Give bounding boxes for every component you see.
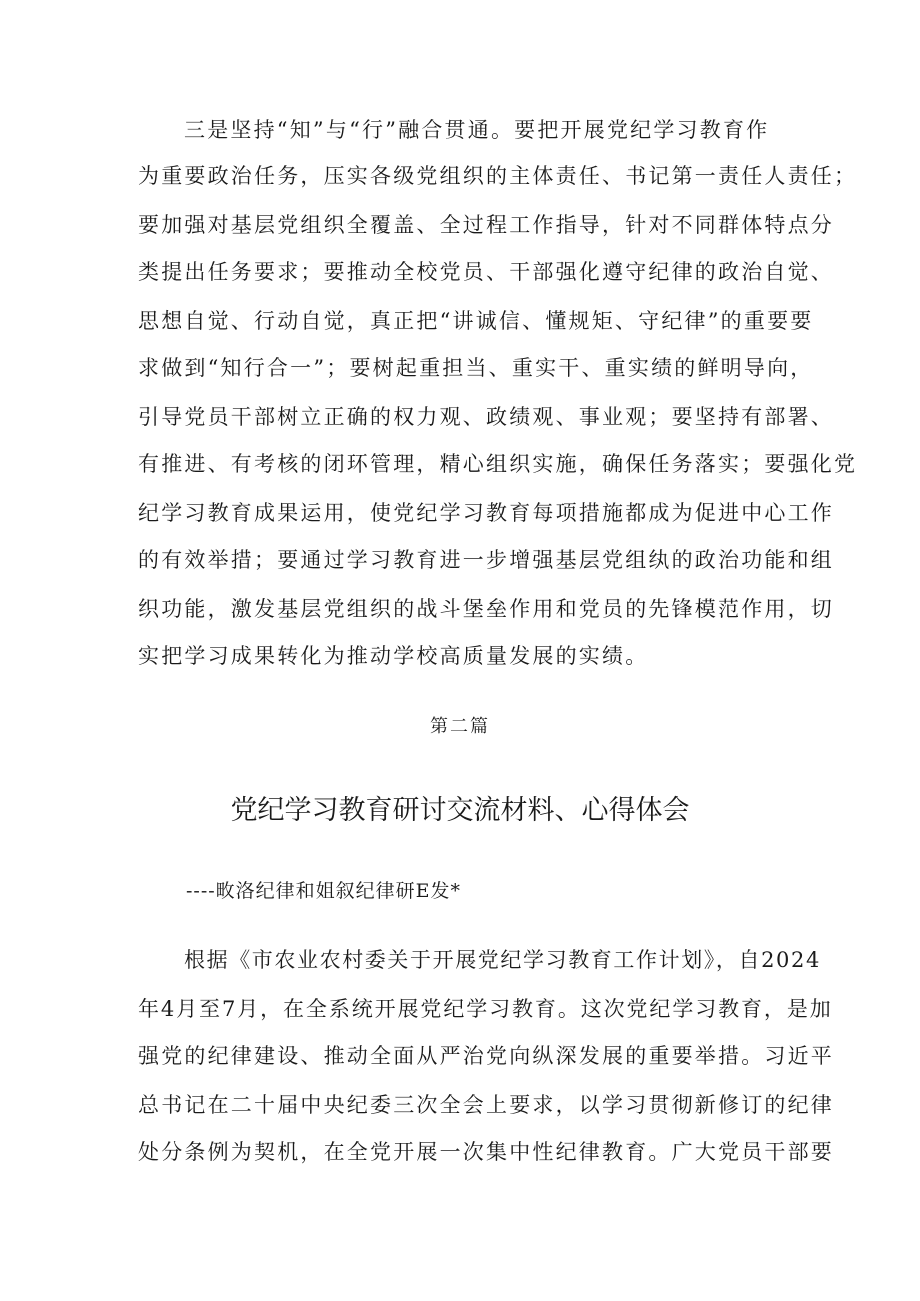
paragraph-line: 要加强对基层党组织全覆盖、全过程工作指导，针对不同群体特点分 [138,213,834,237]
subtitle: ----畋洛纪律和姐叙纪律研E发* [186,880,462,902]
paragraph-line: 引导党员干部树立正确的权力观、政绩观、事业观；要坚持有部署、 [138,405,834,429]
paragraph-line: 总书记在二十届中央纪委三次全会上要求，以学习贯彻新修订的纪律 [138,1093,834,1117]
paragraph-line: 的有效举措；要通过学习教育进一步增强基层党组纨的政治功能和组 [138,548,834,572]
section-label: 第二篇 [430,716,490,737]
paragraph-line: 处分条例为契机，在全党开展一次集中性纪律教育。广大党员干部要 [138,1140,834,1164]
paragraph-line: 为重要政治任务，压实各级党组织的主体责任、书记第一责任人责任； [138,164,858,188]
paragraph-line: 织功能，激发基层党组织的战斗堡垒作用和党员的先锋模范作用，切 [138,597,834,621]
paragraph-line: 强党的纪律建设、推动全面从严治党向纵深发展的重要举措。习近平 [138,1044,834,1068]
paragraph-line: 根据《市农业农村委关于开展党纪学习教育工作计划》，自2024 [184,948,821,972]
paragraph-line: 求做到“知行合一”；要树起重担当、重实干、重实绩的鲜明导向， [138,356,814,380]
page-title: 党纪学习教育研讨交流材料、心得体会 [230,795,690,826]
paragraph-line: 实把学习成果转化为推动学校高质量发展的实绩。 [138,644,649,668]
paragraph-line: 纪学习教育成果运用，使党纪学习教育每项措施都成为促进中心工作 [138,501,834,525]
paragraph-line: 类提出任务要求；要推动全校党员、干部强化遵守纪律的政治自觉、 [138,260,834,284]
paragraph-line: 三是坚持“知”与“行”融合贯通。要把开展党纪学习教育作 [184,118,770,142]
paragraph-line: 年4月至7月，在全系统开展党纪学习教育。这次党纪学习教育，是加 [138,997,833,1021]
paragraph-line: 有推进、有考核的闭环管理，精心组织实施，确保任务落实；要强化党 [138,452,858,476]
paragraph-line: 思想自觉、行动自觉，真正把“讲诚信、懂规矩、守纪律”的重要要 [138,309,814,333]
